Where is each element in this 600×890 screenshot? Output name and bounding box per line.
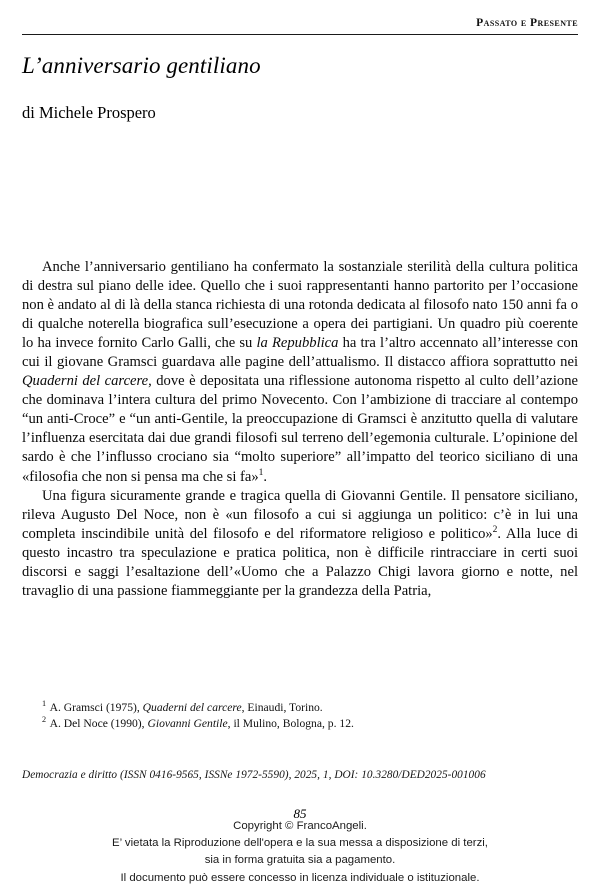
footnote-item xyxy=(22,700,578,716)
copyright-watermark xyxy=(0,818,600,887)
footnote-italic-title: Quaderni del carcere xyxy=(142,701,242,714)
watermark-line-copyright: Copyright © FrancoAngeli. xyxy=(233,820,367,832)
watermark-line-notice-1: E’ vietata la Riproduzione dell'opera e la sua messa a disposizione di terzi, xyxy=(112,837,488,850)
body-paragraph-1 xyxy=(22,258,578,487)
body-text-zone xyxy=(22,258,578,601)
author-byline: di Michele Prospero xyxy=(22,103,156,122)
page-number: 85 xyxy=(293,806,307,821)
footnote-reference-1[interactable]: 1 xyxy=(258,467,264,478)
paragraph-2-segment-1: Una figura sicuramente grande e tragica quella di Giovanni Gentile. Il pensatore siciliano, rileva Augusto Del Noce, non è «un filosofo a cui si aggiunga un politico: c’è in lui una completa inscindibile unità del filosofo e del riformatore religioso e politico» xyxy=(22,487,578,542)
paragraph-2-segment-2: . Alla luce di questo incastro tra speculazione e pratica politica, non è difficile rintracciare in certi suoi discorsi e saggi l’esaltazione dell’«Uomo che a Palazzo Chigi lavora giorno e notte, nel travaglio di una passione fiammeggiante per la grandezza della Patria, xyxy=(22,525,578,599)
body-paragraph-2 xyxy=(22,487,578,601)
header-rule xyxy=(22,34,578,35)
title-block xyxy=(22,52,578,123)
footnote-text-before: A. Del Noce (1990), xyxy=(49,716,148,730)
watermark-line-notice-2: sia in forma gratuita sia a pagamento. xyxy=(204,854,396,867)
paragraph-1-segment-1: Anche l’anniversario gentiliano ha confermato la sostanziale sterilità della cultura politica di destra sul piano delle idee. Quello che i suoi rappresentanti hanno partorito per l’occasione non è andato al di là della stanca richiesta di una rotonda dedicata al filosofo nato 150 anni fa o di qualche noterella biografica sull’esecuzione a opera dei partigiani. Un quadro più coerente lo ha invece fornito Carlo Galli, che su xyxy=(22,259,578,352)
cited-work-quaderni-del-carcere: Quaderni del carcere xyxy=(22,373,149,390)
running-head: Passato e Presente xyxy=(476,17,578,29)
footnotes-zone xyxy=(22,700,578,731)
footnote-marker: 2 xyxy=(42,714,47,724)
watermark-line-notice-3: Il documento può essere concesso in licenza individuale o istituzionale. xyxy=(120,871,480,884)
footnote-reference-2[interactable]: 2 xyxy=(492,524,498,535)
footnote-text-after: , il Mulino, Bologna, p. 12. xyxy=(227,716,354,730)
footnote-text-after: , Einaudi, Torino. xyxy=(241,701,323,714)
footnote-marker: 1 xyxy=(42,699,47,709)
paragraph-1-segment-2: ha tra l’altro accennato all’interesse con cui il giovane Gramsci guardava alle pagine dell’attualismo. Il distacco affiora soprattutto nei xyxy=(22,335,578,371)
paragraph-1-segment-4: . xyxy=(263,468,268,485)
journal-citation: Democrazia e diritto (ISSN 0416-9565, ISSNe 1972-5590), 2025, 1, DOI: 10.3280/DED2025-001006 xyxy=(22,769,486,781)
footnote-item xyxy=(22,716,578,732)
footnote-text-before: A. Gramsci (1975), xyxy=(49,701,143,714)
paragraph-1-segment-3: , dove è depositata una riflessione autonoma rispetto al culto dell’azione che dominava l’intera cultura del primo Novecento. Con l’ambizione di tracciare al contempo “un anti-Croce” e “un anti-Gentile, la preoccupazione di Gramsci è anzitutto quella di valutare l’influenza esercitata dai due grandi filosofi sul terreno dell’egemonia culturale. L’opinione del sardo è che l’influsso crociano sia “molto superiore” all’impatto del teorico siciliano di una «filosofia che non si pensa ma che si fa» xyxy=(22,373,579,485)
running-head-zone xyxy=(22,16,578,46)
page-title: L’anniversario gentiliano xyxy=(22,53,261,78)
footnote-italic-title: Giovanni Gentile xyxy=(147,716,228,730)
cited-work-la-repubblica: la Repubblica xyxy=(256,335,339,352)
journal-citation-zone xyxy=(22,768,578,783)
